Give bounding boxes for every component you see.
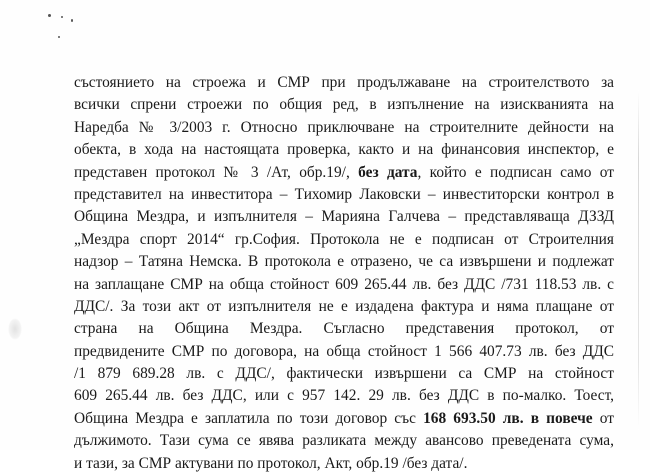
- text-segment: и тази, за СМР актувани по протокол, Акт, обр.19 /без дата/.: [74, 454, 468, 472]
- text-segment: /1 879 689.28 лв. с ДДС/, фактически извършени са СМР на стойност: [74, 365, 614, 383]
- text-line: [74, 184, 614, 206]
- text-segment: дължимото. Тази сума се явява разликата между авансово преведената сума,: [74, 432, 614, 450]
- text-segment: 609 265.44 лв. без ДДС, или с 957 142. 29 лв. без ДДС в по-малко. Тоест,: [74, 387, 614, 405]
- text-segment: представител на инвеститора – Тихомир Лаковски – инвеститорски контрол в: [74, 185, 614, 203]
- text-segment: на заплащане СМР на обща стойност 609 265.44 лв. без ДДС /731 118.53 лв. с: [74, 275, 614, 293]
- text-segment: от: [592, 409, 614, 427]
- text-line: [74, 162, 614, 184]
- text-segment: предвидените СМР по договора, на обща стойност 1 566 407.73 лв. без ДДС: [74, 342, 614, 360]
- text-segment: Наредба № 3/2003 г. Относно приключване на строителните дейности на: [74, 118, 614, 136]
- scan-speck: [58, 36, 60, 38]
- text-segment: надзор – Татяна Немска. В протокола е отразено, че са извършени и подлежат: [74, 253, 614, 271]
- text-line: [74, 408, 614, 430]
- scan-speck: [48, 14, 51, 17]
- text-line: [74, 385, 614, 407]
- text-line: [74, 430, 614, 452]
- text-segment: състоянието на строежа и СМР при продължаване на строителството за: [74, 74, 614, 91]
- text-line: [74, 94, 614, 116]
- text-line: [74, 139, 614, 161]
- text-line: [74, 72, 614, 94]
- text-segment: страна на Община Мездра. Съгласно представения протокол, от: [74, 320, 614, 338]
- text-line: [74, 229, 614, 251]
- text-line: [74, 363, 614, 385]
- text-segment: ДДС/. За този акт от изпълнителя не е издадена фактура и няма плащане от: [74, 297, 614, 315]
- text-line: [74, 453, 614, 475]
- text-segment: „Мездра спорт 2014“ гр.София. Протокола не е подписан от Строителния: [74, 230, 614, 248]
- text-line: [74, 274, 614, 296]
- text-segment: всички спрени строежи по общия ред, в изпълнение на изискванията на: [74, 96, 614, 114]
- bold-text-segment: без дата: [358, 163, 418, 181]
- text-line: [74, 296, 614, 318]
- scan-smudge: [8, 318, 22, 340]
- text-segment: Община Мездра, и изпълнителя – Марияна Галчева – представляваща ДЗЗД: [74, 208, 614, 226]
- scan-edge: [638, 90, 639, 430]
- text-line: [74, 341, 614, 363]
- text-line: [74, 251, 614, 273]
- text-line: [74, 206, 614, 228]
- text-line: [74, 318, 614, 340]
- document-body-text: [74, 72, 614, 475]
- text-segment: представен протокол № 3 /Ат, обр.19/,: [74, 163, 359, 181]
- bold-text-segment: 168 693.50 лв. в повече: [423, 409, 593, 427]
- text-segment: Община Мездра е заплатила по този договор със: [74, 409, 424, 427]
- scan-speck: [71, 19, 73, 22]
- text-segment: обекта, в хода на настоящата проверка, както и на финансовия инспектор, е: [74, 141, 614, 159]
- text-line: [74, 117, 614, 139]
- text-segment: , който е подписан само от: [417, 163, 614, 181]
- scan-speck: [61, 16, 63, 18]
